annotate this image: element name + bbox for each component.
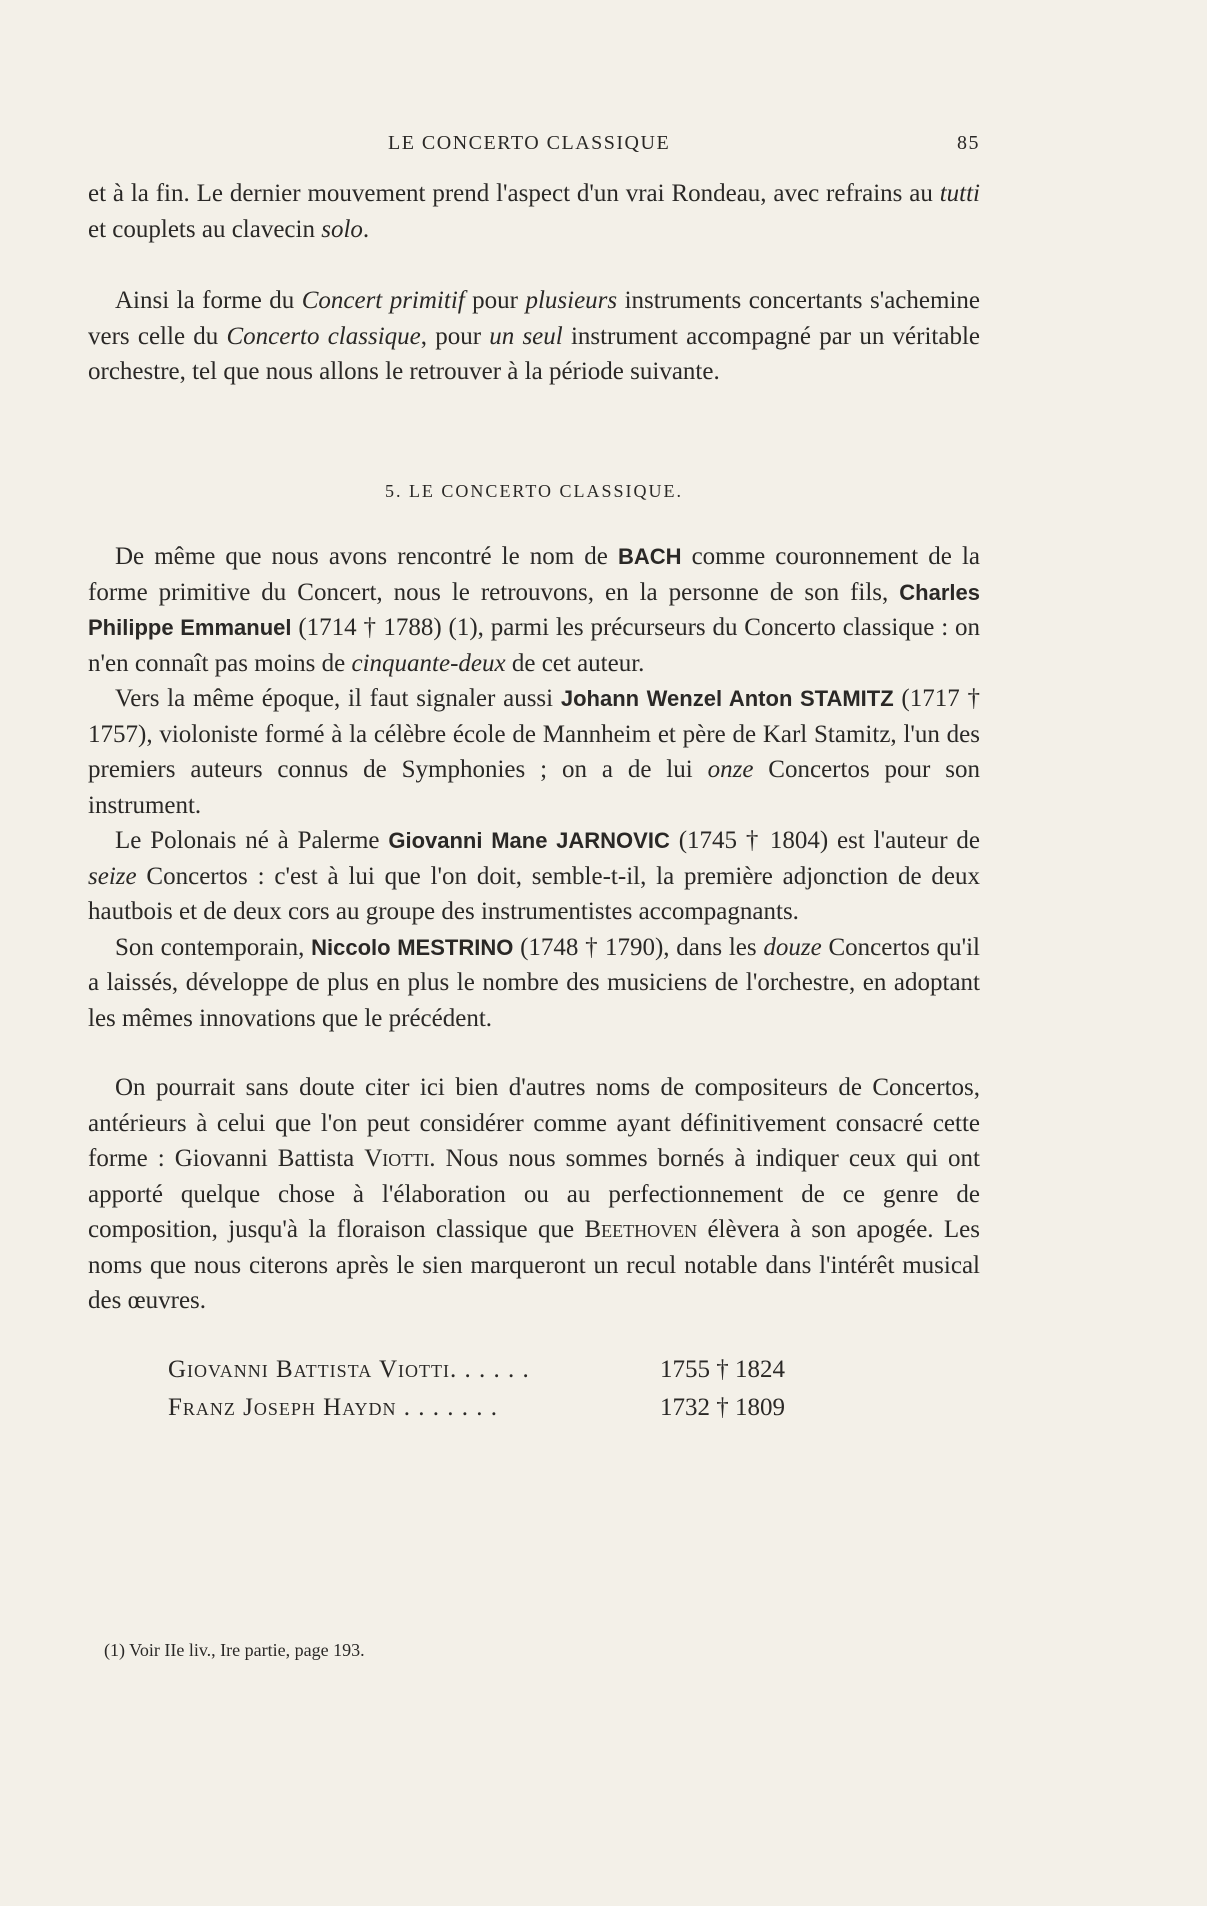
page-number: 85 <box>957 132 980 154</box>
footnote: (1) Voir IIe liv., Ire partie, page 193. <box>104 1640 365 1660</box>
composer-list <box>168 1351 785 1427</box>
paragraph-5: Le Polonais né à Palerme Giovanni Mane JARNOVIC (1745 † 1804) est l'auteur de seize Concertos : c'est à lui que l'on doit, semble-t-il, la première adjonction de deux hautbois et de deux cors au groupe des instrumentistes accompagnants. <box>88 827 980 925</box>
list-item <box>168 1351 785 1389</box>
paragraph-4: Vers la même époque, il faut signaler aussi Johann Wenzel Anton STAMITZ (1717 † 1757), violoniste formé à la célèbre école de Mannheim et père de Karl Stamitz, l'un des premiers auteurs connus de Symphonies ; on a de lui onze Concertos pour son instrument. <box>88 685 981 819</box>
running-title: LE CONCERTO CLASSIQUE <box>388 132 671 154</box>
composer-dates: 1732 † 1809 <box>660 1393 785 1421</box>
section-heading: 5. LE CONCERTO CLASSIQUE. <box>384 480 684 501</box>
paragraph-1: et à la fin. Le dernier mouvement prend l'aspect d'un vrai Rondeau, avec refrains au tutti et couplets au clavecin solo. <box>88 180 980 243</box>
paragraph-7: On pourrait sans doute citer ici bien d'autres noms de compositeurs de Concertos, antérieurs à celui que l'on peut considérer comme ayant définitivement consacré cette forme : Giovanni Battista Viotti. Nous nous sommes bornés à indiquer ceux qui ont apporté quelque chose à l'élaboration ou au perfectionnement de ce genre de composition, jusqu'à la floraison classique que Beethoven élèvera à son apogée. Les noms que nous citerons après le sien marqueront un recul notable dans l'intérêt musical des œuvres. <box>88 1074 981 1314</box>
list-item <box>168 1389 785 1427</box>
body-text <box>88 176 980 1427</box>
paragraph-6: Son contemporain, Niccolo MESTRINO (1748 † 1790), dans les douze Concertos qu'il a laissés, développe de plus en plus le nombre des musiciens de l'orchestre, en adoptant les mêmes innovations que le précédent. <box>88 933 981 1032</box>
composer-name: Franz Joseph Haydn . . . . . . . <box>168 1393 499 1421</box>
paragraph-2: Ainsi la forme du Concert primitif pour plusieurs instruments concertants s'achemine vers celle du Concerto classique, pour un seul instrument accompagné par un véritable orchestre, tel que nous allons le retrouver à la période suivante. <box>88 287 980 385</box>
paragraph-3: De même que nous avons rencontré le nom de BACH comme couronnement de la forme primitive du Concert, nous le retrouvons, en la personne de son fils, Charles Philippe Emmanuel (1714 † 1788) (1), parmi les précurseurs du Concerto classique : on n'en connaît pas moins de cinquante-deux de cet auteur. <box>88 543 981 677</box>
composer-dates: 1755 † 1824 <box>660 1355 785 1383</box>
running-header <box>90 132 980 162</box>
composer-name: Giovanni Battista Viotti. . . . . . <box>168 1355 530 1383</box>
